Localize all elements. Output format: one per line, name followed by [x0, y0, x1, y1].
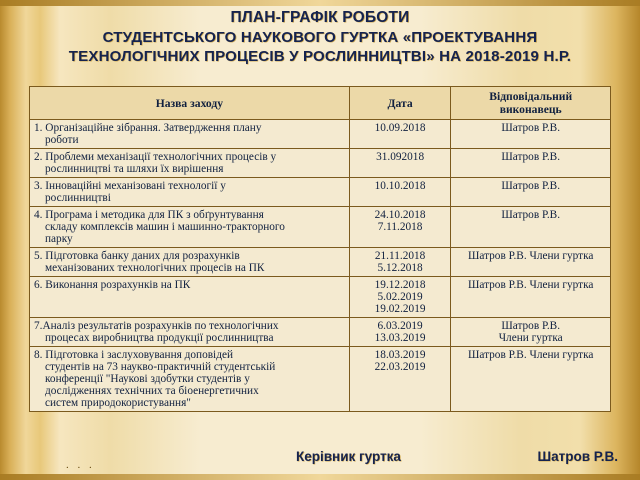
page-title	[16, 8, 624, 66]
cell-date	[349, 207, 451, 248]
column-header-responsible-line2: виконавець	[499, 103, 562, 116]
cell-event	[30, 178, 350, 207]
cell-responsible	[451, 318, 611, 347]
cell-responsible	[451, 207, 611, 248]
cell-event	[30, 318, 350, 347]
column-header-responsible	[451, 87, 611, 120]
cell-responsible	[451, 248, 611, 277]
date-line: 10.09.2018	[374, 122, 426, 134]
event-line: 6. Виконання розрахунків на ПК	[34, 279, 191, 291]
responsible-line: Члени гуртка	[498, 332, 563, 344]
responsible-line: Шатров Р.В.	[501, 320, 561, 332]
responsible-line: Шатров Р.В. Члени гуртка	[467, 349, 594, 361]
date-line: 22.03.2019	[374, 361, 426, 373]
column-header-event: Назва заходу	[30, 87, 350, 120]
event-line: рослинництві	[45, 192, 111, 204]
cell-event	[30, 277, 350, 318]
date-line: 5.02.2019	[377, 291, 423, 303]
event-line: 1. Організаційне зібрання. Затвердження плану	[34, 122, 262, 134]
cell-date	[349, 347, 451, 412]
event-line: студентів на 73 наукво-практичній студентській	[45, 361, 276, 373]
table-row	[30, 120, 611, 149]
event-line: дослідженнях технічних та біоенергетичних	[45, 385, 259, 397]
cell-date	[349, 248, 451, 277]
event-line: 5. Підготовка банку даних для розрахунків	[34, 250, 240, 262]
date-line: 24.10.2018	[374, 209, 426, 221]
cell-event	[30, 120, 350, 149]
event-line: рослинництві та шляхи їх вирішення	[45, 163, 224, 175]
table-row	[30, 347, 611, 412]
responsible-line: Шатров Р.В.	[501, 122, 561, 134]
event-line: 7.Аналіз результатів розрахунків по технологічних	[34, 320, 279, 332]
event-line: конференції "Наукові здобутки студентів у	[45, 373, 250, 385]
cell-responsible	[451, 120, 611, 149]
date-line: 18.03.2019	[374, 349, 426, 361]
event-line: процесах виробництва продукції рослинництва	[45, 332, 274, 344]
date-line: 5.12.2018	[377, 262, 423, 274]
responsible-line: Шатров Р.В.	[501, 180, 561, 192]
event-line: складу комплексів машин і машинно-тракторного	[45, 221, 285, 233]
cell-event	[30, 207, 350, 248]
title-line-1: ПЛАН-ГРАФІК РОБОТИ	[230, 9, 410, 26]
event-line: систем природокористування"	[45, 397, 191, 409]
cell-date	[349, 277, 451, 318]
table-header-row	[30, 87, 611, 120]
cell-date	[349, 120, 451, 149]
footer-dots: . . .	[66, 459, 95, 471]
event-line: 8. Підготовка і заслуховування доповідей	[34, 349, 234, 361]
event-line: роботи	[45, 134, 79, 146]
table-body	[30, 120, 611, 412]
event-line: парку	[45, 233, 73, 245]
cell-responsible	[451, 277, 611, 318]
cell-date	[349, 178, 451, 207]
table-row	[30, 149, 611, 178]
column-header-responsible-line1: Відповідальний	[489, 90, 573, 103]
date-line: 7.11.2018	[377, 221, 423, 233]
table-row	[30, 207, 611, 248]
schedule-table	[29, 86, 611, 412]
title-line-3: ТЕХНОЛОГІЧНИХ ПРОЦЕСІВ У РОСЛИННИЦТВІ» НА 2018-2019 Н.Р.	[68, 48, 572, 66]
date-line: 19.12.2018	[374, 279, 426, 291]
event-line: 4. Програма і методика для ПК з обґрунтування	[34, 209, 264, 221]
date-line: 21.11.2018	[374, 250, 426, 262]
title-line-2: СТУДЕНТСЬКОГО НАУКОВОГО ГУРТКА «ПРОЕКТУВАННЯ	[102, 28, 538, 46]
cell-event	[30, 248, 350, 277]
date-line: 10.10.2018	[374, 180, 426, 192]
date-line: 13.03.2019	[374, 332, 426, 344]
cell-event	[30, 347, 350, 412]
date-line: 19.02.2019	[374, 303, 426, 315]
event-line: 3. Інноваційні механізовані технології у	[34, 180, 226, 192]
cell-date	[349, 318, 451, 347]
responsible-line: Шатров Р.В. Члени гуртка	[467, 279, 594, 291]
responsible-line: Шатров Р.В. Члени гуртка	[467, 250, 594, 262]
responsible-line: Шатров Р.В.	[501, 209, 561, 221]
event-line: механізованих технологічних процесів на ПК	[45, 262, 265, 274]
table-row	[30, 277, 611, 318]
event-line: 2. Проблеми механізації технологічних процесів у	[34, 151, 277, 163]
footer-role: Керівник гуртка	[296, 449, 401, 464]
table-row	[30, 318, 611, 347]
cell-responsible	[451, 149, 611, 178]
footer-name: Шатров Р.В.	[537, 449, 618, 464]
cell-responsible	[451, 347, 611, 412]
date-line: 31.092018	[376, 151, 425, 163]
schedule-table-wrapper	[29, 86, 611, 412]
table-header	[30, 87, 611, 120]
responsible-line: Шатров Р.В.	[501, 151, 561, 163]
table-row	[30, 248, 611, 277]
table-row	[30, 178, 611, 207]
cell-event	[30, 149, 350, 178]
date-line: 6.03.2019	[377, 320, 423, 332]
column-header-date: Дата	[349, 87, 451, 120]
cell-date	[349, 149, 451, 178]
footer	[0, 446, 640, 472]
cell-responsible	[451, 178, 611, 207]
